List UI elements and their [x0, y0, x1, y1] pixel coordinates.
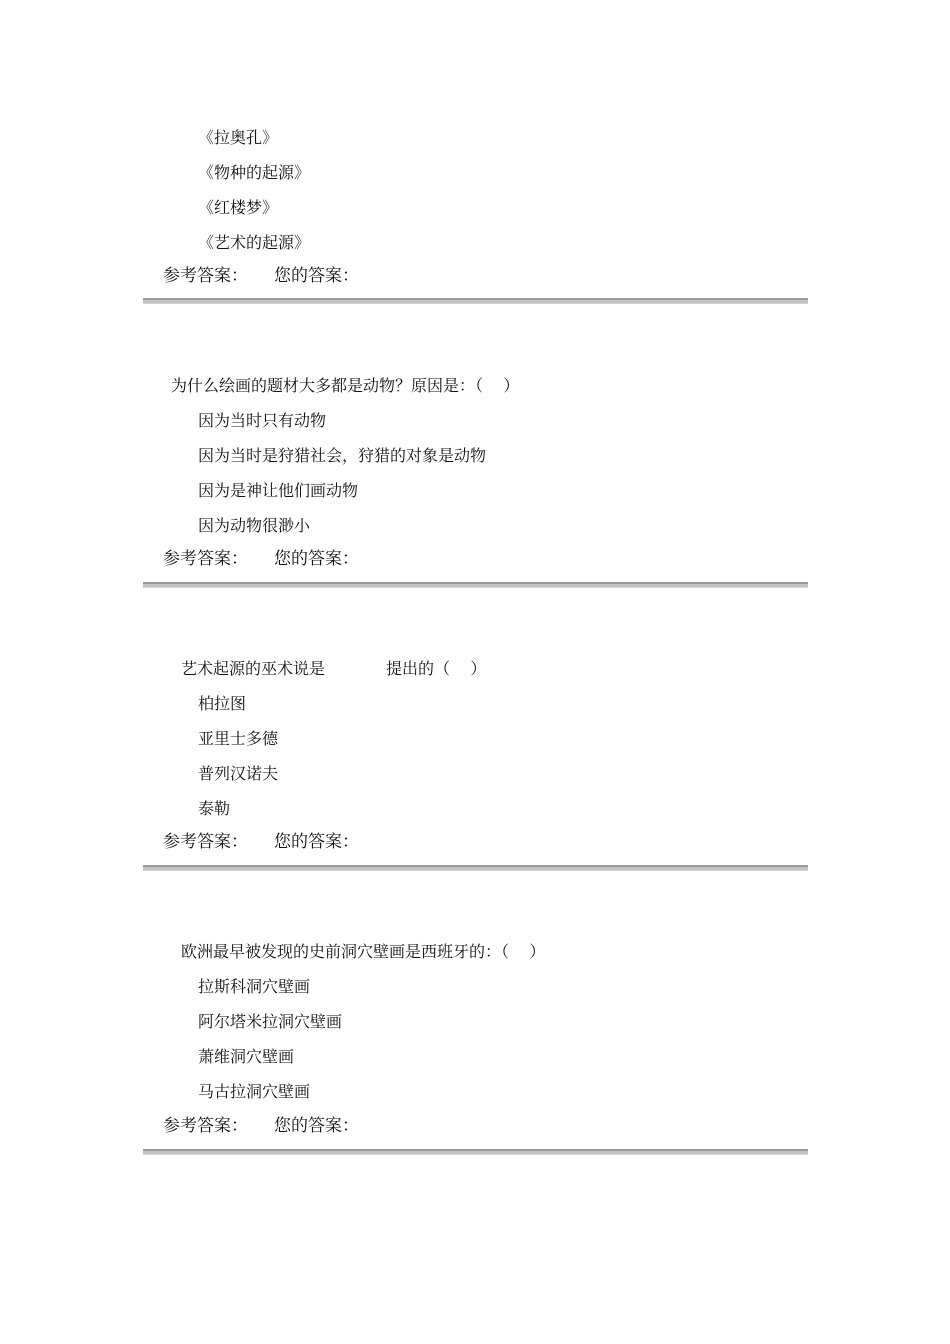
- option-c[interactable]: 萧维洞穴壁画: [198, 1047, 295, 1066]
- option-d[interactable]: 《艺术的起源》: [198, 233, 311, 252]
- question-text: 欧洲最早被发现的史前洞穴壁画是西班牙的：（ ）: [181, 942, 546, 961]
- option-d[interactable]: 因为动物很渺小: [198, 516, 311, 535]
- option-c[interactable]: 普列汉诺夫: [198, 764, 279, 783]
- option-a[interactable]: 因为当时只有动物: [198, 411, 327, 430]
- section-divider: [143, 582, 808, 588]
- answer-row: [163, 549, 359, 569]
- option-b[interactable]: 亚里士多德: [198, 729, 279, 748]
- your-answer-label: 您的答案：: [274, 1116, 359, 1136]
- answer-row: [163, 266, 359, 286]
- option-b[interactable]: 因为当时是狩猎社会，狩猎的对象是动物: [198, 446, 487, 465]
- reference-answer-label: 参考答案：: [163, 549, 248, 569]
- section-divider: [143, 298, 808, 304]
- section-divider: [143, 1149, 808, 1155]
- option-a[interactable]: 《拉奥孔》: [198, 128, 279, 147]
- option-a[interactable]: 柏拉图: [198, 694, 247, 713]
- option-d[interactable]: 马古拉洞穴壁画: [198, 1082, 311, 1101]
- section-divider: [143, 865, 808, 871]
- answer-row: [163, 1116, 359, 1136]
- option-d[interactable]: 泰勒: [198, 799, 231, 818]
- reference-answer-label: 参考答案：: [163, 1116, 248, 1136]
- your-answer-label: 您的答案：: [274, 832, 359, 852]
- reference-answer-label: 参考答案：: [163, 266, 248, 286]
- option-c[interactable]: 《红楼梦》: [198, 198, 279, 217]
- option-a[interactable]: 拉斯科洞穴壁画: [198, 977, 311, 996]
- reference-answer-label: 参考答案：: [163, 832, 248, 852]
- your-answer-label: 您的答案：: [274, 549, 359, 569]
- your-answer-label: 您的答案：: [274, 266, 359, 286]
- option-b[interactable]: 《物种的起源》: [198, 163, 311, 182]
- question-text: 为什么绘画的题材大多都是动物？原因是：（ ）: [171, 376, 520, 395]
- option-c[interactable]: 因为是神让他们画动物: [198, 481, 359, 500]
- question-text: 艺术起源的巫术说是 提出的（ ）: [181, 659, 487, 678]
- answer-row: [163, 832, 359, 852]
- option-b[interactable]: 阿尔塔米拉洞穴壁画: [198, 1012, 343, 1031]
